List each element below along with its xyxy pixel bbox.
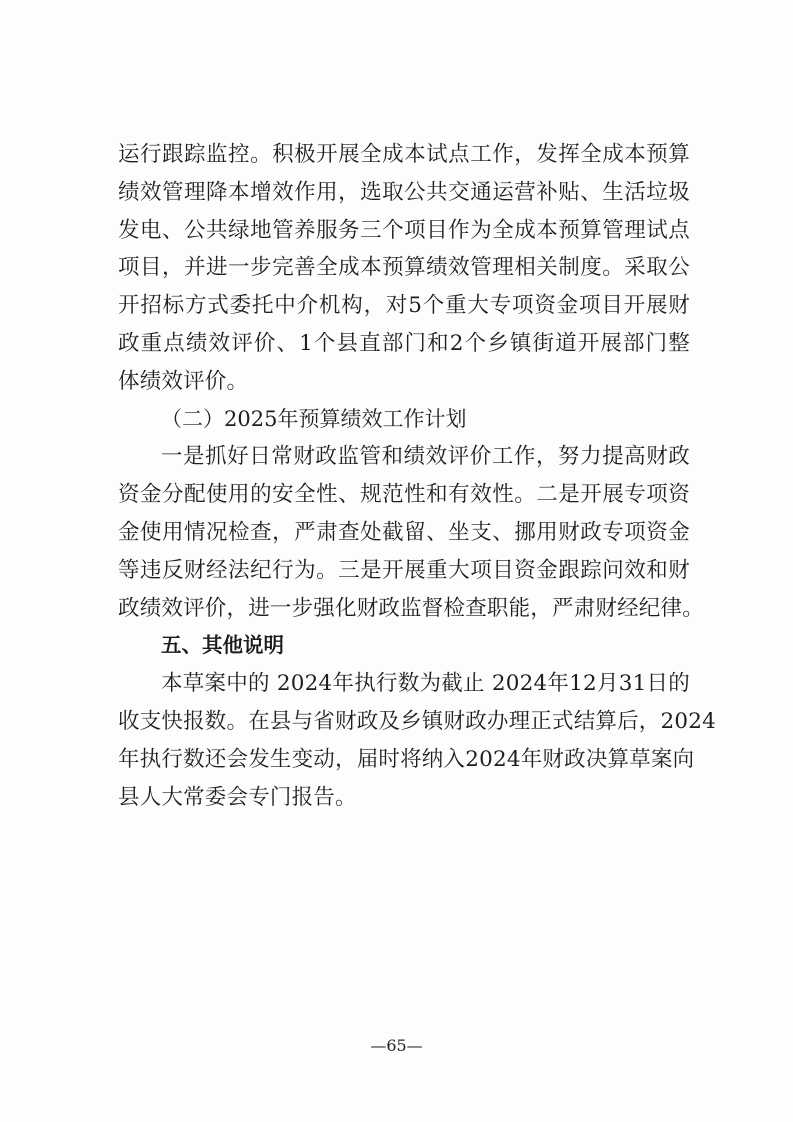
- paragraph-performance-monitoring: [118, 136, 690, 401]
- text-line: 体绩效评价。: [118, 368, 249, 394]
- text-line: 发电、公共绿地管养服务三个项目作为全成本预算管理试点: [118, 217, 690, 243]
- paragraph-other-notes: [118, 665, 717, 816]
- text-line: 政重点绩效评价、1个县直部门和2个乡镇街道开展部门整: [118, 330, 690, 356]
- text-line: 绩效管理降本增效作用，选取公共交通运营补贴、生活垃圾: [118, 179, 690, 205]
- section-heading-other-notes: 五、其他说明: [161, 633, 284, 658]
- text-line: 等违反财经法纪行为。三是开展重大项目资金跟踪问效和财: [118, 557, 690, 583]
- text-line: 开招标方式委托中介机构，对5个重大专项资金项目开展财: [118, 293, 690, 319]
- text-line: 金使用情况检查，严肃查处截留、坐支、挪用财政专项资金: [118, 519, 690, 545]
- page-body: [118, 136, 717, 816]
- text-line: 运行跟踪监控。积极开展全成本试点工作，发挥全成本预算: [118, 142, 690, 167]
- text-line: 年执行数还会发生变动，届时将纳入2024年财政决算草案向: [118, 746, 695, 772]
- subheading-2025-plan: （二）2025年预算绩效工作计划: [161, 406, 467, 431]
- text-line: 资金分配使用的安全性、规范性和有效性。二是开展专项资: [118, 482, 690, 508]
- text-line: 政绩效评价，进一步强化财政监督检查职能，严肃财经纪律。: [118, 595, 704, 621]
- text-line: 收支快报数。在县与省财政及乡镇财政办理正式结算后，2024: [118, 708, 717, 734]
- text-line: 一是抓好日常财政监管和绩效评价工作，努力提高财政: [161, 444, 690, 470]
- paragraph-2025-plan: [118, 438, 704, 627]
- text-line: 县人大常委会专门报告。: [118, 784, 357, 810]
- text-line: 本草案中的 2024年执行数为截止 2024年12月31日的: [161, 671, 690, 697]
- page-number: —65—: [370, 1036, 423, 1055]
- text-line: 项目，并进一步完善全成本预算绩效管理相关制度。采取公: [118, 255, 690, 281]
